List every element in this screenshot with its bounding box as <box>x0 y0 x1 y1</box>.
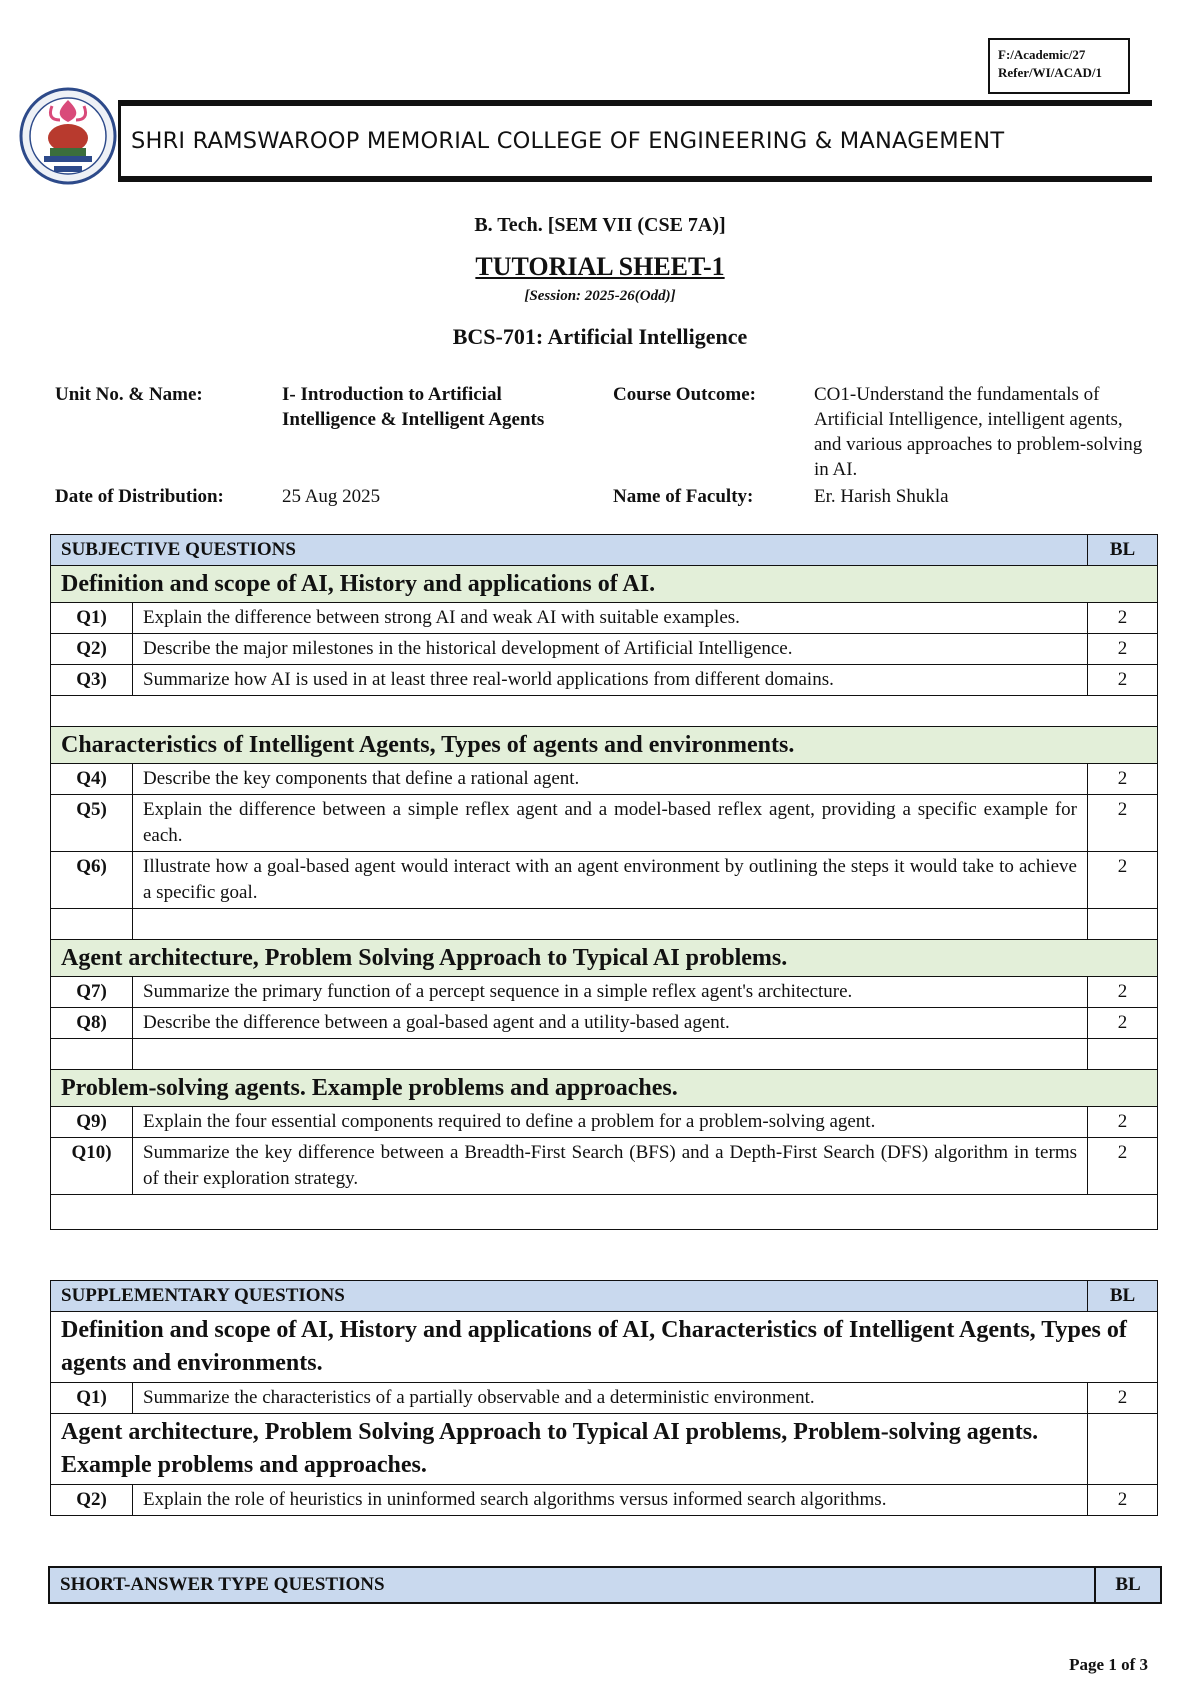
short-answer-header-row <box>49 1567 1161 1603</box>
reference-line-2: Refer/WI/ACAD/1 <box>998 65 1102 80</box>
bloom-level: 2 <box>1088 1138 1158 1195</box>
question-row <box>51 977 1158 1008</box>
question-number: Q2) <box>51 1485 133 1516</box>
section-title: Definition and scope of AI, History and applications of AI, Characteristics of Intelligent Agents, Types of agents and environments. <box>51 1312 1158 1383</box>
subject-title: BCS-701: Artificial Intelligence <box>452 324 748 349</box>
section-row <box>51 1070 1158 1107</box>
question-row <box>51 603 1158 634</box>
question-number: Q7) <box>51 977 133 1008</box>
short-answer-header: SHORT-ANSWER TYPE QUESTIONS <box>49 1567 1095 1603</box>
supplementary-questions-table <box>50 1280 1158 1516</box>
sheet-title: TUTORIAL SHEET-1 <box>475 252 725 281</box>
question-text: Explain the difference between strong AI and weak AI with suitable examples. <box>133 603 1088 634</box>
question-row <box>51 852 1158 909</box>
question-number: Q4) <box>51 764 133 795</box>
question-number: Q8) <box>51 1008 133 1039</box>
question-row <box>51 634 1158 665</box>
question-text: Describe the difference between a goal-based agent and a utility-based agent. <box>133 1008 1088 1039</box>
distribution-date-value: 25 Aug 2025 <box>282 486 381 507</box>
question-text: Summarize the primary function of a percept sequence in a simple reflex agent's architecture. <box>133 977 1088 1008</box>
section-title: Agent architecture, Problem Solving Approach to Typical AI problems, Problem-solving agents. Example problems and approaches. <box>51 1414 1088 1485</box>
bloom-level: 2 <box>1088 1008 1158 1039</box>
question-text: Summarize how AI is used in at least three real-world applications from different domains. <box>133 665 1088 696</box>
subjective-questions-table <box>50 534 1158 1230</box>
section-row <box>51 1414 1158 1485</box>
spacer-row <box>51 909 1158 940</box>
unit-label: Unit No. & Name: <box>55 384 203 405</box>
section-row <box>51 940 1158 977</box>
bloom-level: 2 <box>1088 764 1158 795</box>
section-title: Definition and scope of AI, History and applications of AI. <box>51 566 1158 603</box>
question-number: Q3) <box>51 665 133 696</box>
bl-header: BL <box>1095 1567 1161 1603</box>
subjective-header-row <box>51 535 1158 566</box>
section-row <box>51 1312 1158 1383</box>
spacer-row <box>51 1195 1158 1230</box>
institution-name: SHRI RAMSWAROOP MEMORIAL COLLEGE OF ENGINEERING & MANAGEMENT <box>131 128 1005 154</box>
section-title: Agent architecture, Problem Solving Approach to Typical AI problems. <box>51 940 1158 977</box>
bloom-level: 2 <box>1088 1485 1158 1516</box>
bloom-level: 2 <box>1088 852 1158 909</box>
bloom-level: 2 <box>1088 665 1158 696</box>
bloom-level: 2 <box>1088 634 1158 665</box>
page-number: Page 1 of 3 <box>1069 1655 1148 1674</box>
short-answer-questions-table <box>48 1566 1162 1604</box>
question-text: Explain the difference between a simple reflex agent and a model-based reflex agent, providing a specific example for each. <box>133 795 1088 852</box>
question-number: Q5) <box>51 795 133 852</box>
question-row <box>51 1485 1158 1516</box>
course-outcome-label: Course Outcome: <box>613 384 756 405</box>
question-text: Summarize the characteristics of a partially observable and a deterministic environment. <box>133 1383 1088 1414</box>
question-text: Describe the key components that define a rational agent. <box>133 764 1088 795</box>
bl-header: BL <box>1088 535 1158 566</box>
question-row <box>51 764 1158 795</box>
reference-line-1: F:/Academic/27 <box>998 47 1086 62</box>
question-text: Summarize the key difference between a Breadth-First Search (BFS) and a Depth-First Search (DFS) algorithm in terms of their exploration strategy. <box>133 1138 1088 1195</box>
distribution-date-label: Date of Distribution: <box>55 486 224 507</box>
course-outcome-value: CO1-Understand the fundamentals of Artificial Intelligence, intelligent agents, and various approaches to problem-solving in AI. <box>814 384 1143 480</box>
section-title: Characteristics of Intelligent Agents, Types of agents and environments. <box>51 727 1158 764</box>
question-text: Describe the major milestones in the historical development of Artificial Intelligence. <box>133 634 1088 665</box>
faculty-value: Er. Harish Shukla <box>814 486 949 507</box>
session-label: [Session: 2025-26(Odd)] <box>524 288 676 304</box>
bloom-level: 2 <box>1088 603 1158 634</box>
question-row <box>51 1008 1158 1039</box>
institution-banner <box>118 100 1152 182</box>
document-reference-box <box>988 38 1130 94</box>
question-text: Explain the role of heuristics in uninformed search algorithms versus informed search algorithms. <box>133 1485 1088 1516</box>
bloom-level: 2 <box>1088 1107 1158 1138</box>
question-text: Illustrate how a goal-based agent would interact with an agent environment by outlining the steps it would take to achieve a specific goal. <box>133 852 1088 909</box>
college-logo <box>18 86 118 186</box>
question-row <box>51 665 1158 696</box>
section-row <box>51 727 1158 764</box>
question-row <box>51 1107 1158 1138</box>
question-number: Q9) <box>51 1107 133 1138</box>
question-number: Q1) <box>51 1383 133 1414</box>
bloom-level: 2 <box>1088 977 1158 1008</box>
bl-header: BL <box>1088 1281 1158 1312</box>
spacer-row <box>51 696 1158 727</box>
question-number: Q1) <box>51 603 133 634</box>
question-row <box>51 1383 1158 1414</box>
faculty-label: Name of Faculty: <box>613 486 754 507</box>
bloom-level: 2 <box>1088 1383 1158 1414</box>
question-number: Q10) <box>51 1138 133 1195</box>
subjective-header: SUBJECTIVE QUESTIONS <box>51 535 1088 566</box>
course-line: B. Tech. [SEM VII (CSE 7A)] <box>474 214 726 236</box>
section-title: Problem-solving agents. Example problems and approaches. <box>51 1070 1158 1107</box>
question-number: Q6) <box>51 852 133 909</box>
supplementary-header-row <box>51 1281 1158 1312</box>
bloom-level: 2 <box>1088 795 1158 852</box>
spacer-row <box>51 1039 1158 1070</box>
section-row <box>51 566 1158 603</box>
question-row <box>51 1138 1158 1195</box>
unit-value: I- Introduction to Artificial Intelligence & Intelligent Agents <box>282 384 545 430</box>
question-row <box>51 795 1158 852</box>
question-text: Explain the four essential components required to define a problem for a problem-solving agent. <box>133 1107 1088 1138</box>
supplementary-header: SUPPLEMENTARY QUESTIONS <box>51 1281 1088 1312</box>
question-number: Q2) <box>51 634 133 665</box>
